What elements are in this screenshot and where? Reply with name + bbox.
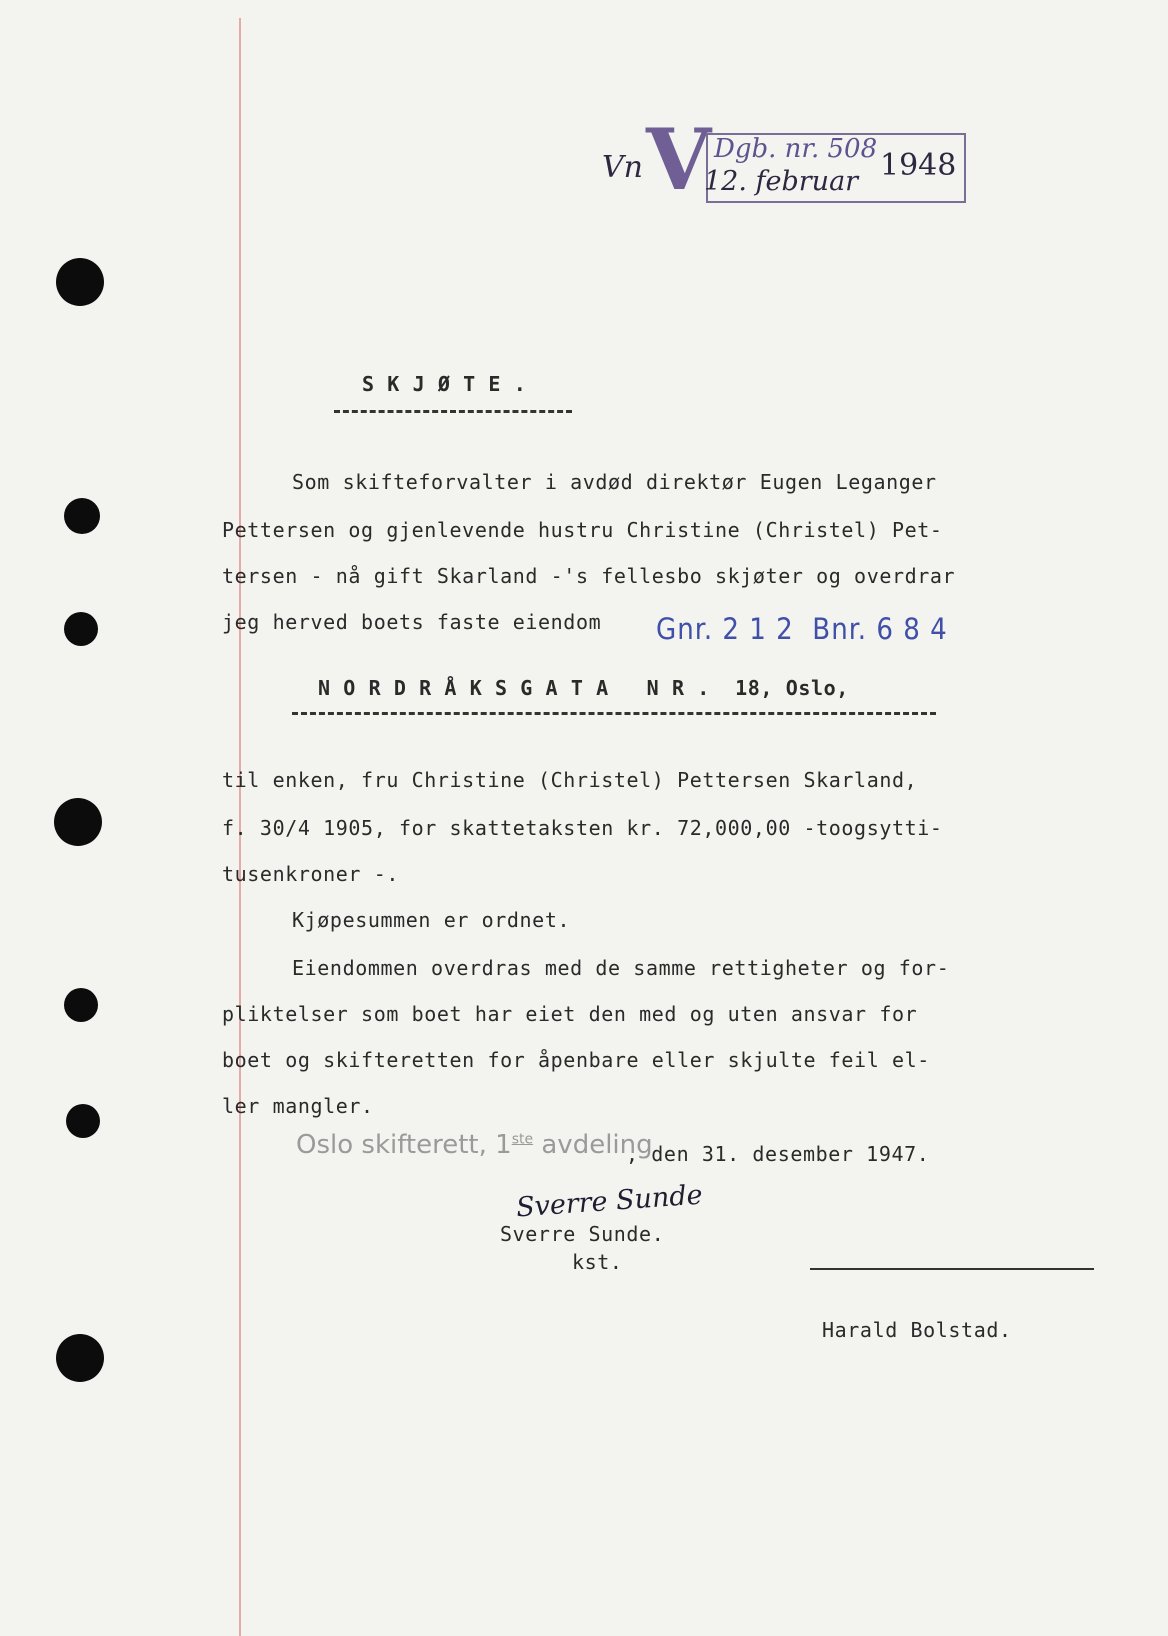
paragraph-2-line-2: f. 30/4 1905, for skattetaksten kr. 72,000,00 -toogsytti- — [222, 816, 943, 840]
address-underline — [292, 712, 936, 715]
punch-hole-3 — [64, 612, 98, 646]
handwritten-signature: Sverre Sunde — [515, 1179, 704, 1224]
punch-hole-1 — [56, 258, 104, 306]
stamp-initials: Vn — [602, 150, 643, 185]
stamp-reg-number: Dgb. nr. 508 — [714, 134, 878, 164]
paragraph-1-line-1: Som skifteforvalter i avdød direktør Eugen Leganger — [292, 470, 937, 494]
punch-hole-4 — [54, 798, 102, 846]
court-stamp-sup: ste — [511, 1131, 534, 1148]
court-stamp-suffix: avdeling — [533, 1130, 653, 1160]
paragraph-2-line-1: til enken, fru Christine (Christel) Pettersen Skarland, — [222, 768, 918, 792]
document-title: S K J Ø T E . — [362, 372, 527, 396]
paragraph-1-line-3: tersen - nå gift Skarland -'s fellesbo skjøter og overdrar — [222, 564, 956, 588]
paragraph-1-line-2: Pettersen og gjenlevende hustru Christine (Christel) Pet- — [222, 518, 943, 542]
stamp-reg-date: 12. februar — [704, 166, 859, 197]
punch-hole-2 — [64, 498, 100, 534]
date-line: , den 31. desember 1947. — [626, 1142, 930, 1166]
punch-hole-6 — [66, 1104, 100, 1138]
paragraph-1-line-4: jeg herved boets faste eiendom — [222, 610, 602, 634]
stamp-year: 1948 — [880, 148, 957, 183]
paragraph-4-line-1: Eiendommen overdras med de samme rettigheter og for- — [292, 956, 950, 980]
signer-name: Sverre Sunde. — [500, 1222, 665, 1246]
paragraph-2-line-3: tusenkroner -. — [222, 862, 399, 886]
court-stamp-prefix: Oslo skifterett, 1 — [296, 1130, 512, 1160]
punch-hole-5 — [64, 988, 98, 1022]
stamp-letter: V — [646, 110, 712, 209]
paragraph-4-line-2: pliktelser som boet har eiet den med og uten ansvar for — [222, 1002, 918, 1026]
property-address: N O R D R Å K S G A T A N R . 18, Oslo, — [318, 676, 849, 700]
punch-hole-7 — [56, 1334, 104, 1382]
witness-signature-line — [810, 1268, 1094, 1270]
title-underline — [334, 410, 572, 413]
witness-name: Harald Bolstad. — [822, 1318, 1012, 1342]
paragraph-4-line-3: boet og skifteretten for åpenbare eller skjulte feil el- — [222, 1048, 930, 1072]
signer-title: kst. — [572, 1250, 623, 1274]
court-stamp — [296, 1130, 653, 1160]
property-number-stamp: Gnr. 2 1 2 Bnr. 6 8 4 — [656, 612, 948, 646]
paragraph-4-line-4: ler mangler. — [222, 1094, 374, 1118]
paragraph-3: Kjøpesummen er ordnet. — [292, 908, 571, 932]
